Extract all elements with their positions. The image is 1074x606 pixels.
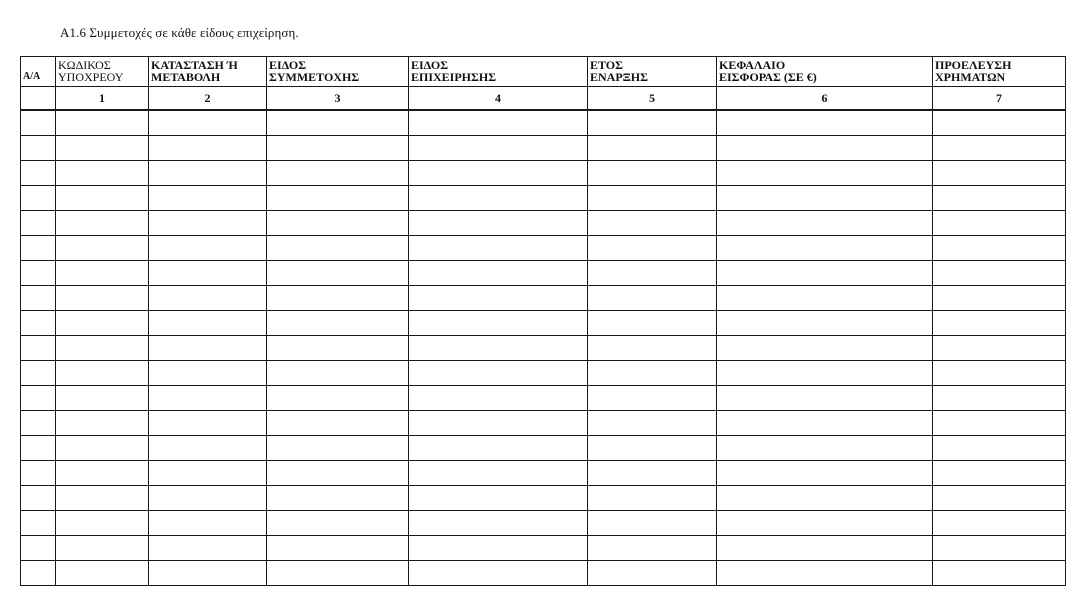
table-row	[21, 136, 1066, 161]
table-cell	[588, 411, 717, 436]
table-cell	[56, 361, 149, 386]
table-cell	[409, 536, 588, 561]
column-number: 7	[933, 87, 1066, 111]
table-cell	[588, 511, 717, 536]
table-cell	[56, 536, 149, 561]
table-cell	[267, 136, 409, 161]
table-cell	[56, 186, 149, 211]
header-cell-start-year	[588, 57, 717, 87]
header-label-line2: ΕΝΑΡΞΗΣ	[590, 70, 648, 84]
table-cell	[267, 261, 409, 286]
table-cell	[149, 461, 267, 486]
table-cell	[21, 511, 56, 536]
table-cell	[149, 261, 267, 286]
table-cell	[409, 336, 588, 361]
table-cell	[588, 136, 717, 161]
table-cell	[588, 461, 717, 486]
table-cell	[267, 386, 409, 411]
table-cell	[409, 110, 588, 136]
table-cell	[267, 436, 409, 461]
table-cell	[409, 511, 588, 536]
table-cell	[149, 136, 267, 161]
table-row	[21, 411, 1066, 436]
table-cell	[409, 486, 588, 511]
table-row	[21, 361, 1066, 386]
header-cell-participation-type	[267, 57, 409, 87]
table-cell	[717, 311, 933, 336]
table-row	[21, 511, 1066, 536]
table-cell	[588, 361, 717, 386]
header-label-line1: ΕΙΔΟΣ	[269, 58, 307, 72]
table-cell	[409, 311, 588, 336]
table-cell	[717, 186, 933, 211]
table-cell	[267, 336, 409, 361]
table-cell	[717, 261, 933, 286]
table-cell	[149, 286, 267, 311]
table-cell	[21, 461, 56, 486]
column-number: 4	[409, 87, 588, 111]
table-cell	[409, 461, 588, 486]
table-cell	[56, 561, 149, 586]
table-cell	[409, 211, 588, 236]
table-cell	[717, 436, 933, 461]
table-cell	[717, 511, 933, 536]
table-cell	[267, 110, 409, 136]
header-label-line2: ΕΙΣΦΟΡΑΣ (ΣΕ €)	[719, 70, 817, 84]
table-body	[21, 110, 1066, 586]
table-cell	[717, 386, 933, 411]
table-row	[21, 386, 1066, 411]
table-cell	[409, 386, 588, 411]
table-cell	[149, 110, 267, 136]
table-cell	[717, 561, 933, 586]
table-row	[21, 436, 1066, 461]
header-label-line1: ΚΕΦΑΛΑΙΟ	[719, 58, 786, 72]
table-cell	[933, 211, 1066, 236]
table-cell	[21, 561, 56, 586]
table-cell	[267, 361, 409, 386]
table-cell	[149, 186, 267, 211]
table-cell	[409, 436, 588, 461]
table-cell	[149, 361, 267, 386]
table-cell	[56, 136, 149, 161]
header-label-line1: ΠΡΟΕΛΕΥΣΗ	[935, 58, 1012, 72]
table-cell	[149, 486, 267, 511]
table-cell	[21, 211, 56, 236]
participations-table	[20, 56, 1066, 586]
table-row	[21, 161, 1066, 186]
table-cell	[933, 286, 1066, 311]
table-cell	[933, 161, 1066, 186]
table-cell	[717, 536, 933, 561]
table-cell	[588, 161, 717, 186]
table-row	[21, 211, 1066, 236]
table-cell	[933, 536, 1066, 561]
table-cell	[409, 361, 588, 386]
table-row	[21, 461, 1066, 486]
table-row	[21, 486, 1066, 511]
table-cell	[717, 161, 933, 186]
table-cell	[588, 386, 717, 411]
table-cell	[267, 161, 409, 186]
table-cell	[717, 411, 933, 436]
table-cell	[267, 411, 409, 436]
table-cell	[588, 486, 717, 511]
table-cell	[933, 561, 1066, 586]
table-cell	[56, 286, 149, 311]
table-cell	[149, 161, 267, 186]
header-label-line2: ΕΠΙΧΕΙΡΗΣΗΣ	[411, 70, 497, 84]
form-section-title: A1.6 Συμμετοχές σε κάθε είδους επιχείρηση.	[60, 25, 299, 40]
table-cell	[21, 436, 56, 461]
column-number: 5	[588, 87, 717, 111]
table-cell	[56, 211, 149, 236]
table-cell	[409, 411, 588, 436]
table-cell	[588, 336, 717, 361]
table-cell	[588, 436, 717, 461]
table-row	[21, 186, 1066, 211]
table-cell	[933, 311, 1066, 336]
table-cell	[56, 110, 149, 136]
table-cell	[21, 486, 56, 511]
table-cell	[717, 461, 933, 486]
table-cell	[267, 186, 409, 211]
table-cell	[149, 511, 267, 536]
table-cell	[149, 436, 267, 461]
column-number: 3	[267, 87, 409, 111]
header-label-line2: ΜΕΤΑΒΟΛΗ	[151, 70, 221, 84]
table-cell	[267, 536, 409, 561]
table-cell	[56, 236, 149, 261]
table-cell	[21, 110, 56, 136]
table-cell	[21, 136, 56, 161]
table-cell	[409, 136, 588, 161]
table-cell	[717, 136, 933, 161]
header-label-line1: ΕΤΟΣ	[590, 58, 623, 72]
table-row	[21, 286, 1066, 311]
table-cell	[56, 261, 149, 286]
table-cell	[21, 336, 56, 361]
table-cell	[267, 286, 409, 311]
table-cell	[56, 386, 149, 411]
table-cell	[21, 311, 56, 336]
table-cell	[149, 561, 267, 586]
table-cell	[588, 186, 717, 211]
table-cell	[588, 110, 717, 136]
table-cell	[588, 236, 717, 261]
table-cell	[267, 311, 409, 336]
header-cell-obligor-code	[56, 57, 149, 87]
table-cell	[933, 461, 1066, 486]
table-cell	[588, 536, 717, 561]
table-cell	[717, 336, 933, 361]
table-cell	[21, 261, 56, 286]
table-row	[21, 561, 1066, 586]
table-cell	[933, 486, 1066, 511]
table-cell	[21, 186, 56, 211]
table-cell	[933, 110, 1066, 136]
table-cell	[409, 161, 588, 186]
table-cell	[933, 411, 1066, 436]
table-cell	[267, 511, 409, 536]
column-number: 2	[149, 87, 267, 111]
header-label-line1: ΚΩΔΙΚΟΣ	[58, 58, 111, 72]
header-label-line2: ΣΥΜΜΕΤΟΧΗΣ	[269, 70, 360, 84]
table-cell	[149, 536, 267, 561]
header-cell-money-origin	[933, 57, 1066, 87]
table-cell	[588, 261, 717, 286]
table-cell	[267, 236, 409, 261]
table-row	[21, 336, 1066, 361]
table-cell	[56, 436, 149, 461]
table-cell	[717, 486, 933, 511]
header-cell-aa	[21, 57, 56, 87]
table-cell	[409, 561, 588, 586]
table-cell	[933, 436, 1066, 461]
table-row	[21, 110, 1066, 136]
table-cell	[717, 286, 933, 311]
table-cell	[149, 411, 267, 436]
table-cell	[933, 136, 1066, 161]
table-cell	[56, 486, 149, 511]
table-cell	[267, 461, 409, 486]
table-cell	[933, 511, 1066, 536]
table-cell	[149, 311, 267, 336]
table-cell	[717, 361, 933, 386]
table-cell	[933, 336, 1066, 361]
table-cell	[56, 161, 149, 186]
table-cell	[409, 261, 588, 286]
header-label-line2: ΧΡΗΜΑΤΩΝ	[935, 70, 1006, 84]
table-cell	[149, 386, 267, 411]
table-cell	[933, 261, 1066, 286]
table-cell	[56, 311, 149, 336]
table-cell	[267, 561, 409, 586]
table-cell	[56, 411, 149, 436]
table-cell	[588, 311, 717, 336]
header-cell-business-type	[409, 57, 588, 87]
column-number-row	[21, 87, 1066, 111]
table-cell	[267, 486, 409, 511]
table-cell	[717, 110, 933, 136]
table-row	[21, 311, 1066, 336]
table-cell	[409, 236, 588, 261]
header-label: Α/Α	[23, 71, 41, 82]
table-cell	[56, 511, 149, 536]
table-cell	[933, 236, 1066, 261]
column-number	[21, 87, 56, 111]
table-cell	[21, 536, 56, 561]
table-cell	[56, 461, 149, 486]
header-label-line2: ΥΠΟΧΡΕΟΥ	[58, 70, 124, 84]
header-label-line1: ΚΑΤΑΣΤΑΣΗ Ή	[151, 58, 238, 72]
header-row	[21, 57, 1066, 87]
table-cell	[21, 411, 56, 436]
table-cell	[717, 211, 933, 236]
table-cell	[21, 161, 56, 186]
table-cell	[717, 236, 933, 261]
table-cell	[267, 211, 409, 236]
table-row	[21, 536, 1066, 561]
table-cell	[588, 561, 717, 586]
table-cell	[149, 336, 267, 361]
column-number: 6	[717, 87, 933, 111]
header-cell-contribution-capital	[717, 57, 933, 87]
table-cell	[149, 211, 267, 236]
table-cell	[933, 186, 1066, 211]
header-cell-status	[149, 57, 267, 87]
table-cell	[21, 386, 56, 411]
table-cell	[933, 386, 1066, 411]
table-cell	[21, 286, 56, 311]
table-cell	[409, 286, 588, 311]
table-cell	[56, 336, 149, 361]
table-cell	[933, 361, 1066, 386]
table-cell	[588, 211, 717, 236]
table-row	[21, 261, 1066, 286]
table-row	[21, 236, 1066, 261]
table-cell	[149, 236, 267, 261]
table-cell	[588, 286, 717, 311]
table-cell	[409, 186, 588, 211]
header-label-line1: ΕΙΔΟΣ	[411, 58, 449, 72]
table-cell	[21, 361, 56, 386]
column-number: 1	[56, 87, 149, 111]
table-cell	[21, 236, 56, 261]
